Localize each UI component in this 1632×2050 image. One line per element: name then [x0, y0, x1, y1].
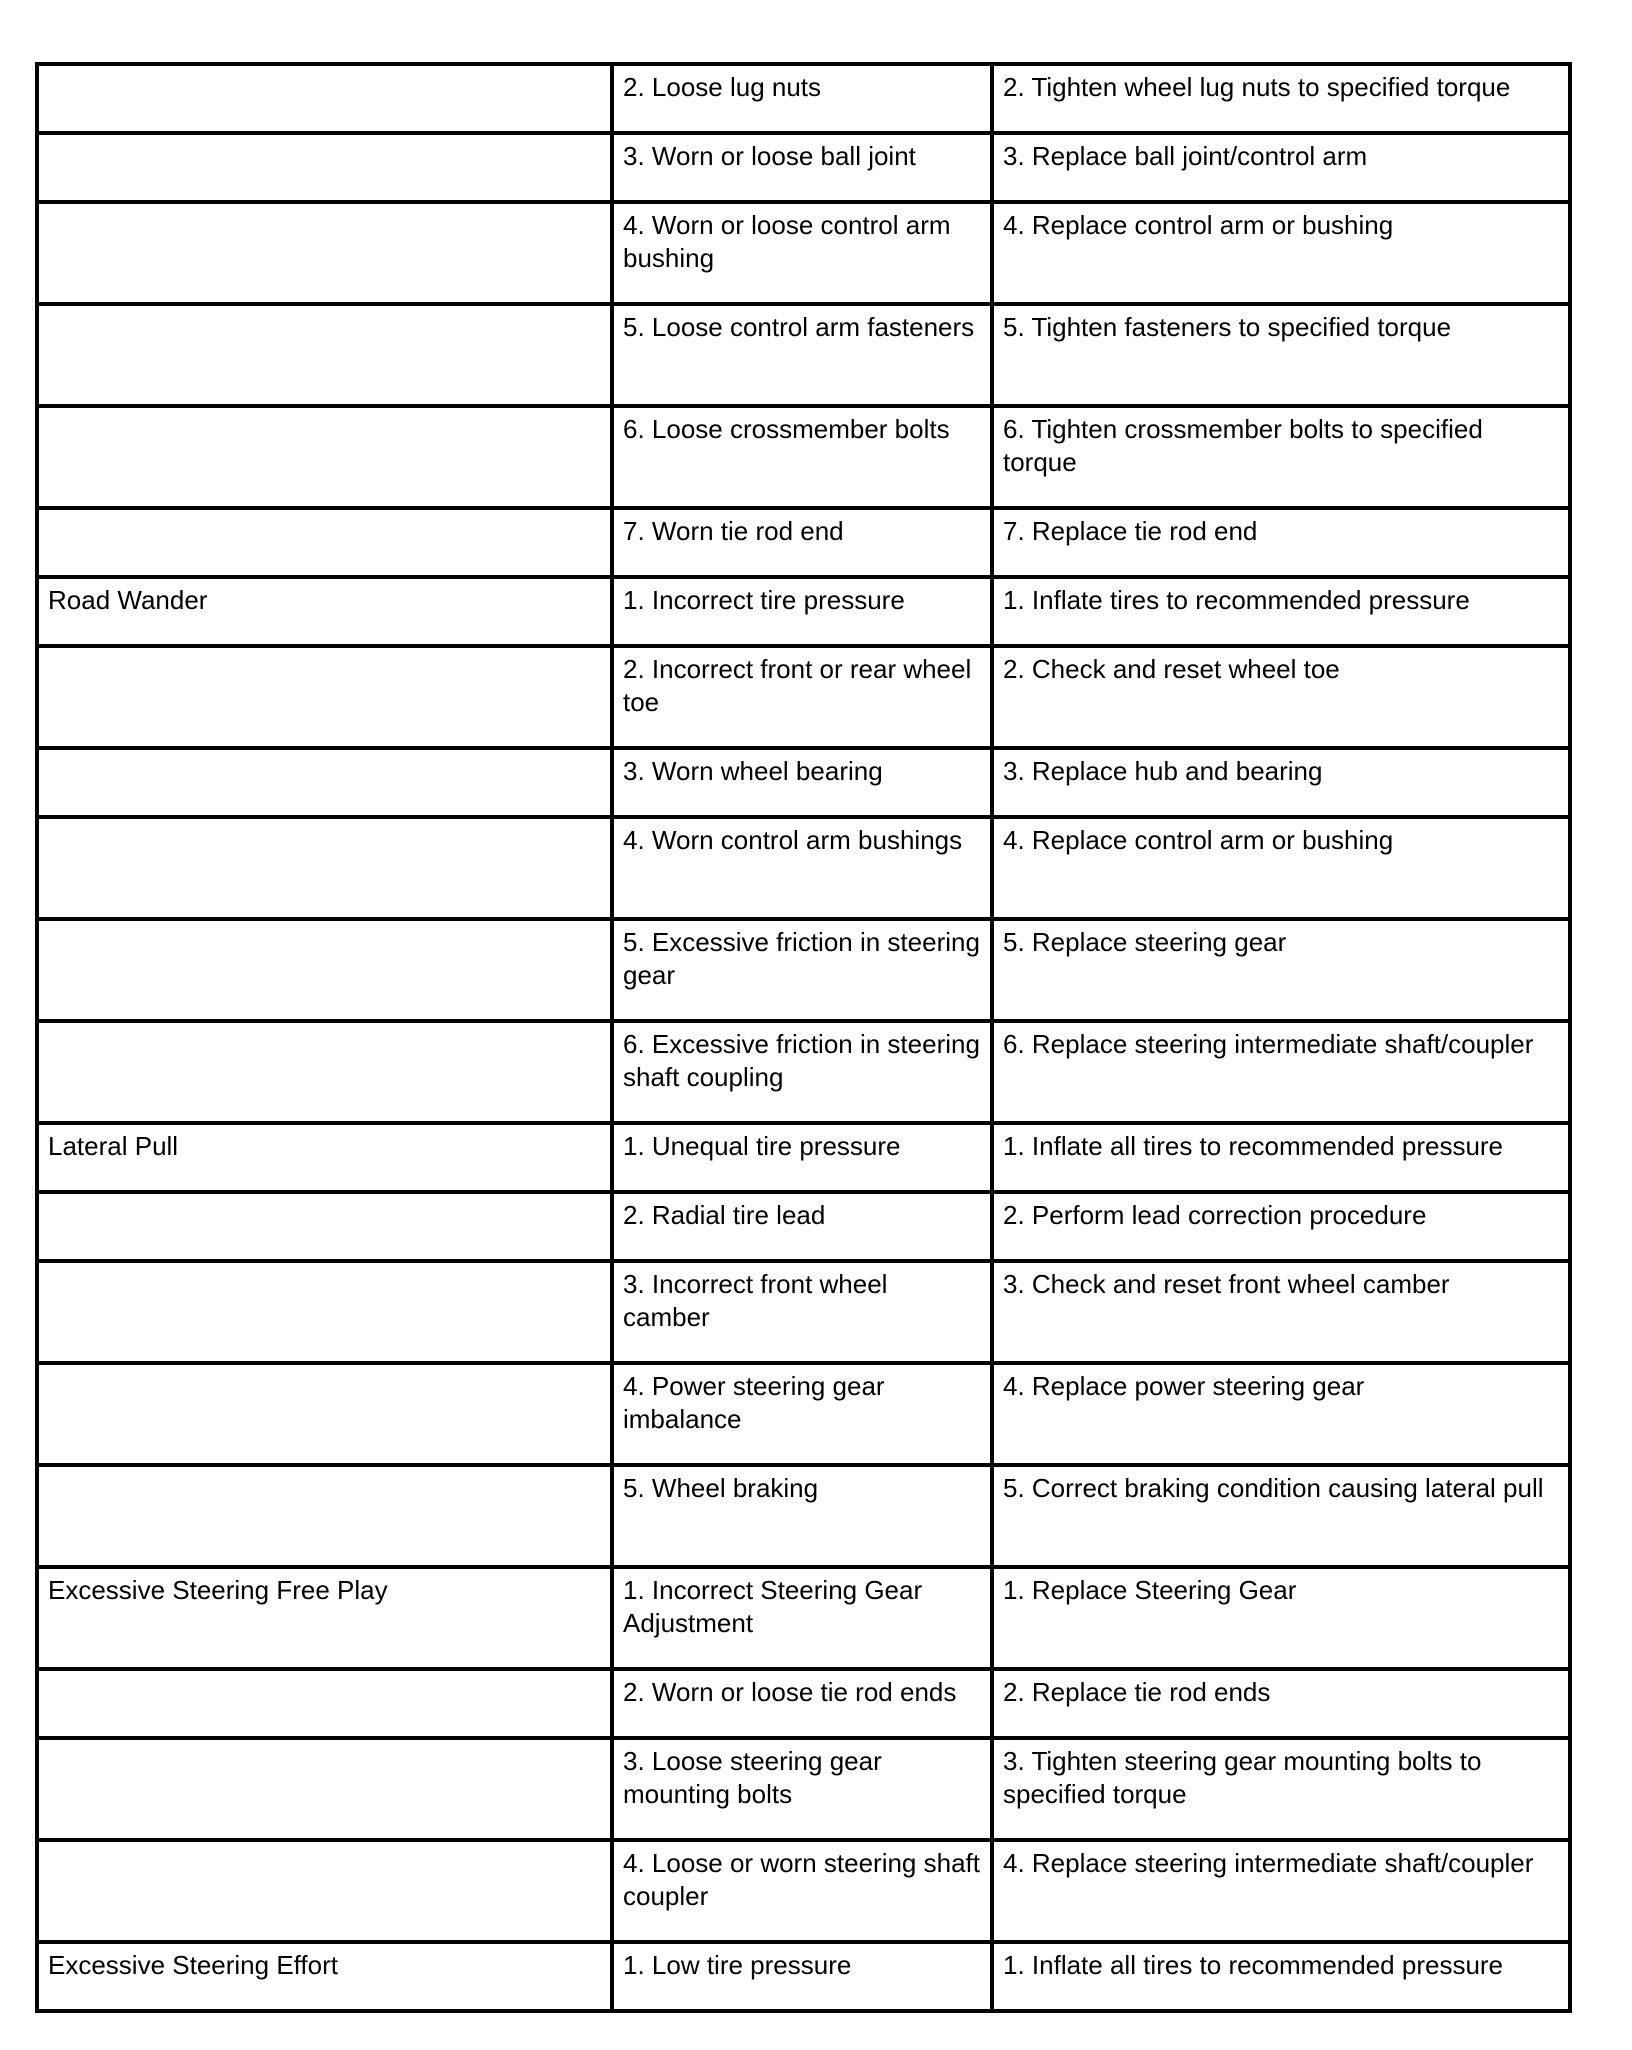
correction-cell: 4. Replace control arm or bushing	[992, 817, 1570, 919]
correction-cell: 6. Replace steering intermediate shaft/coupler	[992, 1021, 1570, 1123]
correction-cell: 5. Tighten fasteners to specified torque	[992, 304, 1570, 406]
cause-cell: 2. Radial tire lead	[612, 1192, 992, 1261]
correction-cell: 1. Inflate all tires to recommended pressure	[992, 1942, 1570, 2011]
condition-cell	[37, 1840, 612, 1942]
diagnosis-table	[35, 62, 1572, 2013]
cause-cell: 7. Worn tie rod end	[612, 508, 992, 577]
table-row	[37, 817, 1570, 919]
condition-cell	[37, 1669, 612, 1738]
condition-cell: Road Wander	[37, 577, 612, 646]
table-row	[37, 1567, 1570, 1669]
condition-cell	[37, 748, 612, 817]
table-row	[37, 304, 1570, 406]
condition-cell	[37, 919, 612, 1021]
cause-cell: 5. Loose control arm fasteners	[612, 304, 992, 406]
condition-cell: Excessive Steering Free Play	[37, 1567, 612, 1669]
condition-cell	[37, 1363, 612, 1465]
table-row	[37, 202, 1570, 304]
cause-cell: 5. Excessive friction in steering gear	[612, 919, 992, 1021]
condition-cell	[37, 1465, 612, 1567]
condition-cell	[37, 508, 612, 577]
table-row	[37, 1192, 1570, 1261]
condition-cell: Excessive Steering Effort	[37, 1942, 612, 2011]
correction-cell: 2. Check and reset wheel toe	[992, 646, 1570, 748]
correction-cell: 4. Replace control arm or bushing	[992, 202, 1570, 304]
cause-cell: 3. Worn or loose ball joint	[612, 133, 992, 202]
table-row	[37, 1465, 1570, 1567]
cause-cell: 2. Worn or loose tie rod ends	[612, 1669, 992, 1738]
correction-cell: 3. Check and reset front wheel camber	[992, 1261, 1570, 1363]
table-row	[37, 1363, 1570, 1465]
table-row	[37, 1738, 1570, 1840]
table-row	[37, 406, 1570, 508]
table-row	[37, 508, 1570, 577]
table-row	[37, 64, 1570, 133]
cause-cell: 4. Worn control arm bushings	[612, 817, 992, 919]
condition-cell	[37, 202, 612, 304]
condition-cell: Lateral Pull	[37, 1123, 612, 1192]
cause-cell: 2. Loose lug nuts	[612, 64, 992, 133]
condition-cell	[37, 1261, 612, 1363]
table-row	[37, 748, 1570, 817]
diagnosis-table-body	[37, 64, 1570, 2011]
correction-cell: 1. Replace Steering Gear	[992, 1567, 1570, 1669]
cause-cell: 1. Low tire pressure	[612, 1942, 992, 2011]
table-row	[37, 1669, 1570, 1738]
cause-cell: 2. Incorrect front or rear wheel toe	[612, 646, 992, 748]
correction-cell: 4. Replace steering intermediate shaft/coupler	[992, 1840, 1570, 1942]
correction-cell: 3. Tighten steering gear mounting bolts to specified torque	[992, 1738, 1570, 1840]
condition-cell	[37, 406, 612, 508]
cause-cell: 4. Worn or loose control arm bushing	[612, 202, 992, 304]
correction-cell: 1. Inflate tires to recommended pressure	[992, 577, 1570, 646]
correction-cell: 2. Tighten wheel lug nuts to specified torque	[992, 64, 1570, 133]
cause-cell: 3. Worn wheel bearing	[612, 748, 992, 817]
table-row	[37, 1021, 1570, 1123]
correction-cell: 2. Perform lead correction procedure	[992, 1192, 1570, 1261]
table-row	[37, 646, 1570, 748]
cause-cell: 1. Incorrect tire pressure	[612, 577, 992, 646]
cause-cell: 5. Wheel braking	[612, 1465, 992, 1567]
condition-cell	[37, 133, 612, 202]
cause-cell: 1. Incorrect Steering Gear Adjustment	[612, 1567, 992, 1669]
table-row	[37, 1123, 1570, 1192]
correction-cell: 1. Inflate all tires to recommended pressure	[992, 1123, 1570, 1192]
condition-cell	[37, 1738, 612, 1840]
table-row	[37, 133, 1570, 202]
cause-cell: 3. Incorrect front wheel camber	[612, 1261, 992, 1363]
table-row	[37, 1942, 1570, 2011]
cause-cell: 4. Loose or worn steering shaft coupler	[612, 1840, 992, 1942]
correction-cell: 4. Replace power steering gear	[992, 1363, 1570, 1465]
table-row	[37, 1840, 1570, 1942]
table-row	[37, 919, 1570, 1021]
cause-cell: 4. Power steering gear imbalance	[612, 1363, 992, 1465]
correction-cell: 5. Replace steering gear	[992, 919, 1570, 1021]
condition-cell	[37, 304, 612, 406]
condition-cell	[37, 1021, 612, 1123]
correction-cell: 2. Replace tie rod ends	[992, 1669, 1570, 1738]
condition-cell	[37, 817, 612, 919]
condition-cell	[37, 646, 612, 748]
correction-cell: 3. Replace hub and bearing	[992, 748, 1570, 817]
correction-cell: 5. Correct braking condition causing lateral pull	[992, 1465, 1570, 1567]
correction-cell: 7. Replace tie rod end	[992, 508, 1570, 577]
condition-cell	[37, 64, 612, 133]
correction-cell: 3. Replace ball joint/control arm	[992, 133, 1570, 202]
table-row	[37, 577, 1570, 646]
correction-cell: 6. Tighten crossmember bolts to specified torque	[992, 406, 1570, 508]
condition-cell	[37, 1192, 612, 1261]
cause-cell: 6. Loose crossmember bolts	[612, 406, 992, 508]
cause-cell: 6. Excessive friction in steering shaft coupling	[612, 1021, 992, 1123]
table-row	[37, 1261, 1570, 1363]
cause-cell: 3. Loose steering gear mounting bolts	[612, 1738, 992, 1840]
cause-cell: 1. Unequal tire pressure	[612, 1123, 992, 1192]
